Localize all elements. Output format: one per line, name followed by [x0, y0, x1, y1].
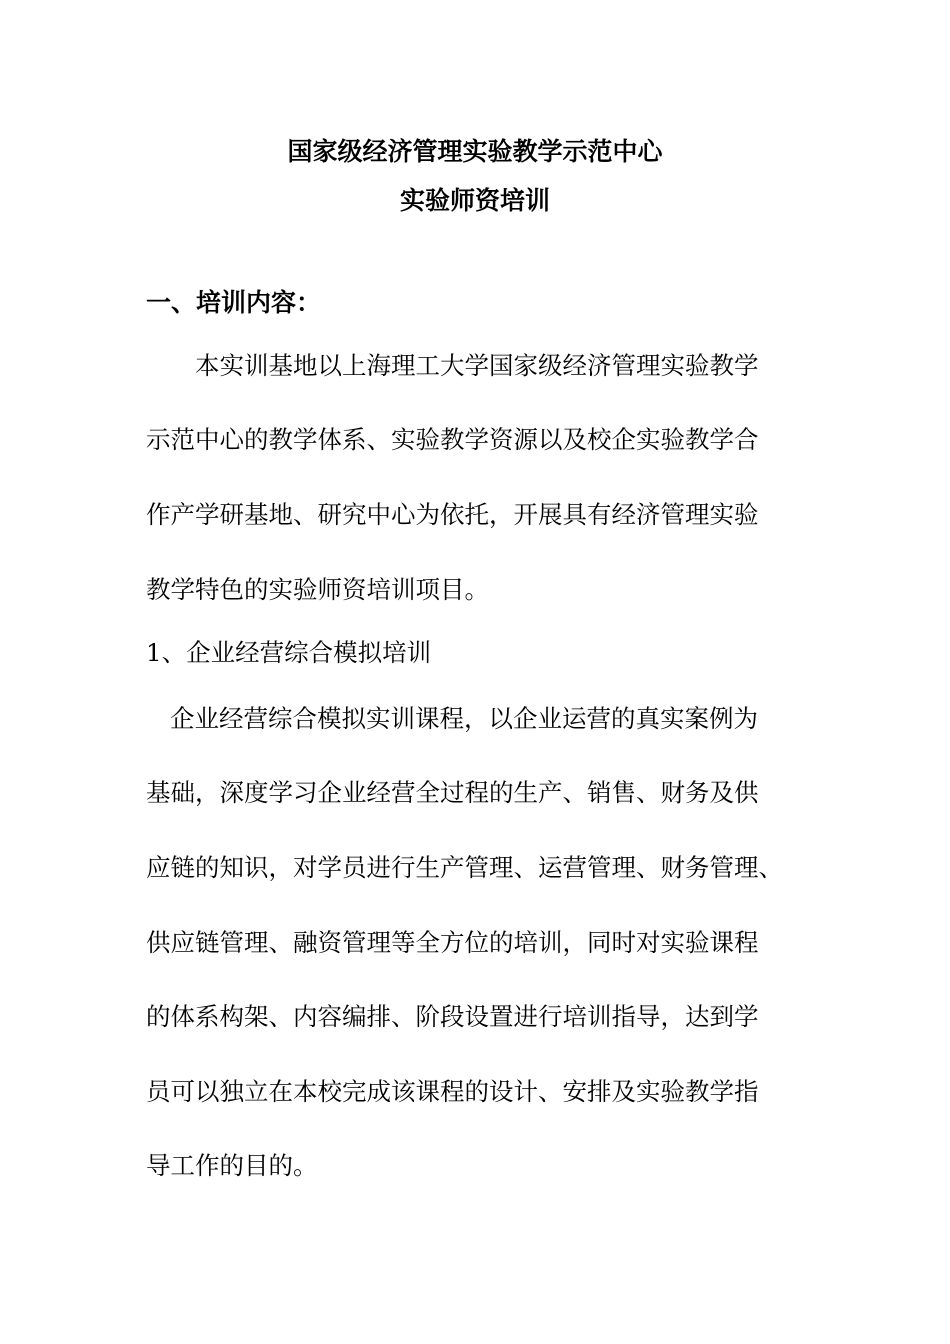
- paragraph1-line3: 作产学研基地、研究中心为依托，开展具有经济管理实验: [146, 500, 759, 529]
- paragraph2-line3: 应链的知识，对学员进行生产管理、运营管理、财务管理、: [146, 853, 783, 882]
- paragraph2-line7: 导工作的目的。: [146, 1151, 318, 1180]
- paragraph2-line2: 基础，深度学习企业经营全过程的生产、销售、财务及供: [146, 778, 759, 807]
- document-title-line1: 国家级经济管理实验教学示范中心: [287, 137, 663, 166]
- paragraph1-line4: 教学特色的实验师资培训项目。: [146, 575, 489, 604]
- subsection-heading-business-simulation: 1、企业经营综合模拟培训: [146, 638, 432, 667]
- section-heading-training-content: 一、培训内容：: [146, 288, 322, 317]
- paragraph1-line1: 本实训基地以上海理工大学国家级经济管理实验教学: [195, 351, 759, 380]
- paragraph1-line2: 示范中心的教学体系、实验教学资源以及校企实验教学合: [146, 425, 759, 454]
- document-title-line2: 实验师资培训: [399, 186, 550, 215]
- paragraph2-line5: 的体系构架、内容编排、阶段设置进行培训指导，达到学: [146, 1002, 759, 1031]
- paragraph2-line6: 员可以独立在本校完成该课程的设计、安排及实验教学指: [146, 1077, 759, 1106]
- paragraph2-line1: 企业经营综合模拟实训课程，以企业运营的真实案例为: [170, 704, 758, 733]
- paragraph2-line4: 供应链管理、融资管理等全方位的培训，同时对实验课程: [146, 928, 759, 957]
